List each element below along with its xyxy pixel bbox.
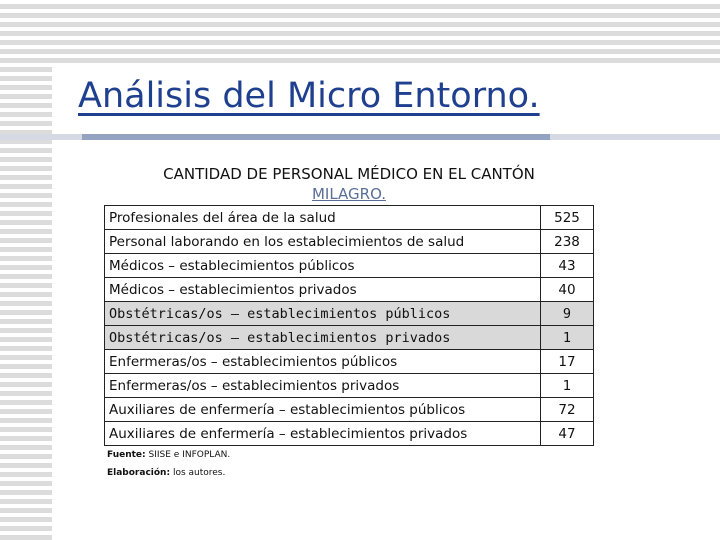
table-caption-line2: MILAGRO. [311,185,387,203]
row-value: 525 [541,206,594,230]
row-label: Auxiliares de enfermería – establecimientos públicos [105,398,541,422]
row-value: 40 [541,278,594,302]
row-value: 72 [541,398,594,422]
table-row [105,230,594,254]
title-rule-left [0,134,82,140]
table-row [105,302,594,326]
source-label: Fuente: [107,450,146,460]
source-text: SIISE e INFOPLAN. [148,450,231,460]
row-label: Médicos – establecimientos públicos [105,254,541,278]
table-notes [107,449,230,485]
row-value: 9 [541,302,594,326]
author-label: Elaboración: [107,468,171,478]
row-label: Auxiliares de enfermería – establecimientos privados [105,422,541,446]
row-label: Profesionales del área de la salud [105,206,541,230]
row-label: Personal laborando en los establecimientos de salud [105,230,541,254]
row-label: Obstétricas/os – establecimientos públicos [105,302,541,326]
row-value: 238 [541,230,594,254]
table-row [105,278,594,302]
table-row [105,326,594,350]
slide-title: Análisis del Micro Entorno. [78,76,540,116]
row-label: Enfermeras/os – establecimientos privados [105,374,541,398]
row-value: 17 [541,350,594,374]
title-rule [82,134,550,140]
table-row [105,374,594,398]
table-row [105,350,594,374]
table-row [105,206,594,230]
author-note [107,467,230,479]
table-row [105,398,594,422]
decorative-stripes-top [52,0,720,66]
table-row [105,422,594,446]
table-caption-line1: CANTIDAD DE PERSONAL MÉDICO EN EL CANTÓN [163,165,535,183]
source-note [107,449,230,461]
row-label: Obstétricas/os – establecimientos privados [105,326,541,350]
personnel-table [104,205,594,446]
row-label: Médicos – establecimientos privados [105,278,541,302]
row-value: 43 [541,254,594,278]
table-row [105,254,594,278]
row-value: 47 [541,422,594,446]
decorative-stripes-left [0,0,52,540]
row-value: 1 [541,326,594,350]
author-text: los autores. [172,468,226,478]
row-value: 1 [541,374,594,398]
table-caption [110,164,588,204]
row-label: Enfermeras/os – establecimientos públicos [105,350,541,374]
title-rule-right [550,134,720,140]
